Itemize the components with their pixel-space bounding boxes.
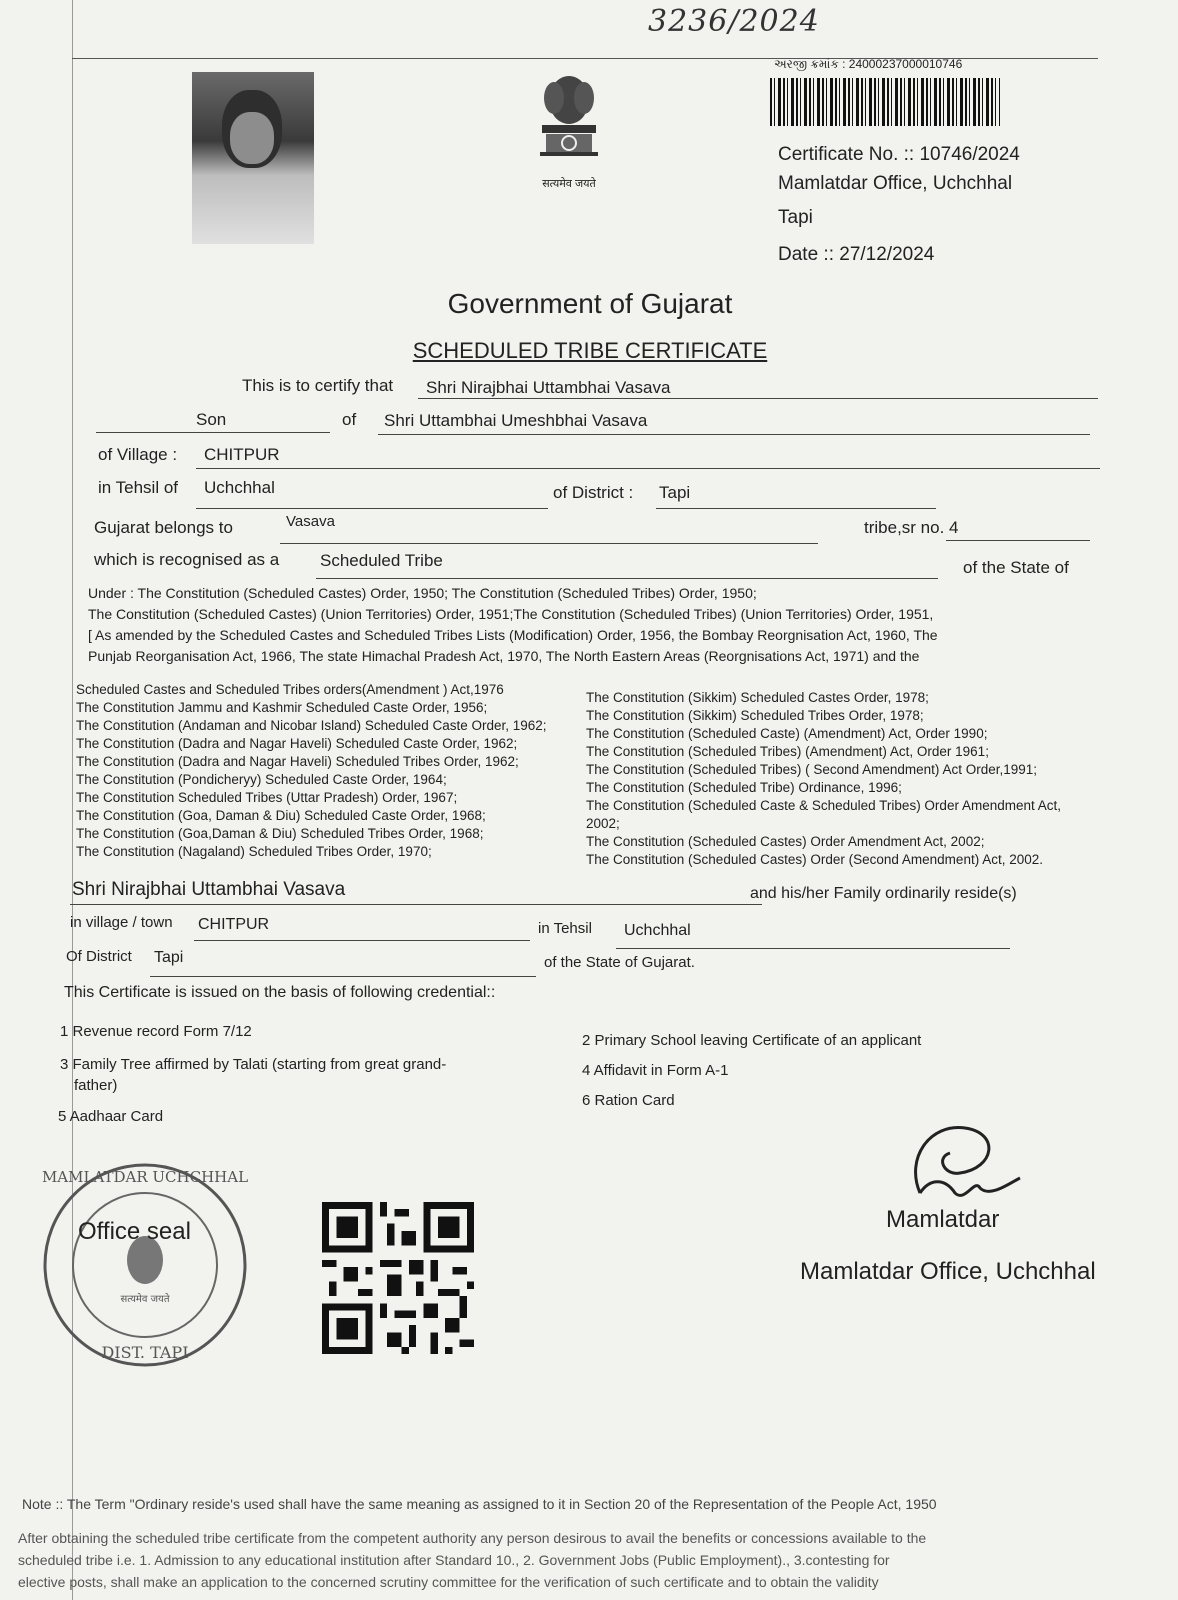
credential-item: 1 Revenue record Form 7/12 xyxy=(60,1023,252,1040)
order-item: The Constitution (Sikkim) Scheduled Castes Order, 1978; xyxy=(586,690,929,705)
residence-state-label: of the State of Gujarat. xyxy=(544,954,695,971)
recognised-as: Scheduled Tribe xyxy=(320,551,443,570)
certify-label: This is to certify that xyxy=(242,376,394,395)
recognised-label: which is recognised as a xyxy=(94,550,280,569)
signatory-title: Mamlatdar xyxy=(886,1206,1000,1233)
tribe-underline xyxy=(280,543,818,544)
father-underline xyxy=(378,434,1090,435)
order-item: The Constitution (Scheduled Castes) Order (Second Amendment) Act, 2002. xyxy=(586,852,1043,867)
national-emblem-icon xyxy=(528,70,610,170)
credentials-intro: This Certificate is issued on the basis of following credential:: xyxy=(64,984,496,1001)
order-item: The Constitution (Scheduled Caste) (Amendment) Act, Order 1990; xyxy=(586,726,988,741)
district-underline xyxy=(656,508,936,509)
orders-right-column xyxy=(586,689,1061,869)
order-item: The Constitution Scheduled Tribes (Uttar Pradesh) Order, 1967; xyxy=(76,790,458,805)
residence-tehsil-label: in Tehsil xyxy=(538,920,592,937)
order-item: The Constitution (Sikkim) Scheduled Tribes Order, 1978; xyxy=(586,708,924,723)
residence-district: Tapi xyxy=(154,949,184,966)
orders-intro-line: Punjab Reorganisation Act, 1966, The state Himachal Pradesh Act, 1970, The North Eastern Areas (Reorgnisations Act, 1971) and the xyxy=(88,648,920,664)
village: CHITPUR xyxy=(204,445,280,464)
residence-district-underline xyxy=(150,976,536,977)
issue-date: Date :: 27/12/2024 xyxy=(778,244,935,265)
qr-code xyxy=(322,1198,474,1358)
credential-item: 4 Affidavit in Form A-1 xyxy=(582,1062,729,1079)
office-seal-label: Office seal xyxy=(78,1218,191,1245)
tribe-name: Vasava xyxy=(286,513,335,530)
note-ordinary-reside: Note :: The Term "Ordinary reside's used shall have the same meaning as assigned to it in Section 20 of the Representation of the People Act, 1950 xyxy=(22,1496,937,1512)
emblem-motto: सत्यमेव जयते xyxy=(542,178,596,190)
order-item: The Constitution (Scheduled Tribes) (Amendment) Act, Order 1961; xyxy=(586,744,989,759)
photo-face xyxy=(230,112,274,164)
certificate-number: Certificate No. :: 10746/2024 xyxy=(778,144,1020,165)
residence-district-label: Of District xyxy=(66,948,132,965)
applicant-underline xyxy=(418,398,1098,399)
residence-tehsil: Uchchhal xyxy=(624,922,691,939)
signatory-office: Mamlatdar Office, Uchchhal xyxy=(800,1258,1096,1285)
order-item: The Constitution Jammu and Kashmir Scheduled Caste Order, 1956; xyxy=(76,700,488,715)
order-item: The Constitution (Scheduled Caste & Scheduled Tribes) Order Amendment Act, xyxy=(586,798,1061,813)
seal-center-text: सत्यमेव जयते xyxy=(120,1294,170,1305)
of-label: of xyxy=(342,410,357,429)
order-item: The Constitution (Scheduled Tribe) Ordinance, 1996; xyxy=(586,780,902,795)
order-item: The Constitution (Goa,Daman & Diu) Scheduled Tribes Order, 1968; xyxy=(76,826,484,841)
orders-intro-line: The Constitution (Scheduled Castes) (Union Territories) Order, 1951;The Constitution (Scheduled Tribes) (Union Territories) Order, 1951, xyxy=(88,606,934,622)
father-name: Shri Uttambhai Umeshbhai Vasava xyxy=(384,411,648,430)
residence-tehsil-underline xyxy=(616,948,1010,949)
residence-village-underline xyxy=(194,940,530,941)
order-item: The Constitution (Goa, Daman & Diu) Scheduled Caste Order, 1968; xyxy=(76,808,486,823)
barcode xyxy=(770,78,1000,126)
credential-item: 3 Family Tree affirmed by Talati (starting from great grand- xyxy=(60,1056,447,1073)
seal-ring-top: MAMLATDAR UCHCHHAL xyxy=(41,1168,249,1186)
recognised-underline xyxy=(316,578,938,579)
order-item: The Constitution (Scheduled Tribes) ( Second Amendment) Act Order,1991; xyxy=(586,762,1037,777)
order-item: Scheduled Castes and Scheduled Tribes orders(Amendment ) Act,1976 xyxy=(76,682,504,697)
credential-item: 5 Aadhaar Card xyxy=(58,1108,164,1125)
tehsil-label: in Tehsil of xyxy=(98,478,179,497)
residence-village: CHITPUR xyxy=(198,916,270,933)
order-item: 2002; xyxy=(586,816,620,831)
handwritten-reference: 3236/2024 xyxy=(648,4,820,39)
credential-item: 6 Ration Card xyxy=(582,1092,675,1109)
tribe-sr-underline xyxy=(946,540,1090,541)
note-verification-line: After obtaining the scheduled tribe certificate from the competent authority any person desirous to avail the benefits or concessions available to the xyxy=(18,1530,927,1546)
seal-ring-bottom: DIST. TAPI xyxy=(101,1343,189,1362)
issuing-office: Mamlatdar Office, Uchchhal xyxy=(778,173,1013,194)
credential-item: 2 Primary School leaving Certificate of an applicant xyxy=(582,1032,922,1049)
reside-label: and his/her Family ordinarily reside(s) xyxy=(750,885,1017,902)
order-item: The Constitution (Scheduled Castes) Order Amendment Act, 2002; xyxy=(586,834,985,849)
order-item: The Constitution (Pondicheryy) Scheduled Caste Order, 1964; xyxy=(76,772,447,787)
village-label: of Village : xyxy=(98,445,178,464)
issuing-district: Tapi xyxy=(778,207,813,228)
mamlatdar-signature xyxy=(900,1118,1030,1208)
tribe-sr-label: tribe,sr no. 4 xyxy=(864,518,959,537)
note-verification-line: elective posts, shall make an application to the concerned scrutiny committee for the verification of such certificate and to obtain the validity xyxy=(18,1574,879,1590)
order-item: The Constitution (Nagaland) Scheduled Tribes Order, 1970; xyxy=(76,844,432,859)
order-item: The Constitution (Dadra and Nagar Haveli) Scheduled Tribes Order, 1962; xyxy=(76,754,519,769)
barcode-label: અરજી ક્રમાંક : 24000237000010746 xyxy=(774,57,963,71)
orders-intro xyxy=(88,583,938,667)
order-item: The Constitution (Dadra and Nagar Haveli) Scheduled Caste Order, 1962; xyxy=(76,736,518,751)
relation-underline xyxy=(96,432,330,433)
district: Tapi xyxy=(659,483,691,502)
state-of-label: of the State of xyxy=(963,558,1069,577)
tehsil-underline xyxy=(196,508,548,509)
orders-left-column xyxy=(76,681,547,861)
district-label: of District : xyxy=(553,483,634,502)
village-underline xyxy=(196,468,1100,469)
orders-intro-line: [ As amended by the Scheduled Castes and Scheduled Tribes Lists (Modification) Order, 1956, the Bombay Reorgnisation Act, 1960, The xyxy=(88,627,938,643)
note-verification-line: scheduled tribe i.e. 1. Admission to any educational institution after Standard 10., 2. Government Jobs (Public Employment)., 3.contesting for xyxy=(18,1552,890,1568)
government-title: Government of Gujarat xyxy=(447,288,733,319)
order-item: The Constitution (Andaman and Nicobar Island) Scheduled Caste Order, 1962; xyxy=(76,718,547,733)
tehsil: Uchchhal xyxy=(204,478,275,497)
applicant-name: Shri Nirajbhai Uttambhai Vasava xyxy=(426,378,671,397)
orders-intro-line: Under : The Constitution (Scheduled Castes) Order, 1950; The Constitution (Scheduled Tribes) Order, 1950; xyxy=(88,585,757,601)
applicant-photo xyxy=(192,72,314,244)
relation: Son xyxy=(196,410,227,429)
residence-name: Shri Nirajbhai Uttambhai Vasava xyxy=(72,879,346,900)
certificate-title: SCHEDULED TRIBE CERTIFICATE xyxy=(412,338,768,363)
belongs-label: Gujarat belongs to xyxy=(94,518,233,537)
residence-name-underline xyxy=(70,904,762,905)
residence-village-label: in village / town xyxy=(70,914,173,931)
credential-item-continuation: father) xyxy=(74,1077,118,1094)
office-seal-stamp xyxy=(40,1160,250,1370)
